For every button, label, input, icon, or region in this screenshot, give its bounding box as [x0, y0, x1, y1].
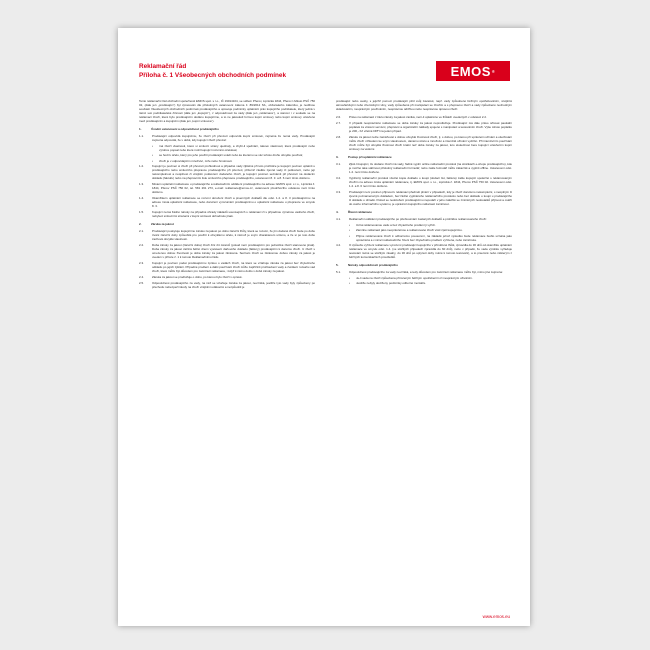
bullet-text: se hodí k účelu, který pro jeho použití prodávající uvádí nebo ke kterému se věc tohoto druhu obvykle používá;: [159, 153, 303, 158]
clause-item: [139, 165, 315, 181]
clause-number: 5.1.: [336, 269, 341, 274]
clause-number: 3.3.: [336, 189, 341, 194]
clause-item: [139, 197, 315, 209]
section-number: 3.: [336, 154, 339, 159]
section-heading: [336, 211, 512, 215]
clause-number: 1.3.: [139, 182, 144, 187]
bullet-item: [349, 229, 512, 233]
section-title: Řízení reklamace: [348, 209, 372, 214]
bullet-dot: •: [349, 276, 351, 281]
section-heading: [139, 128, 315, 132]
bullet-text: Jestliže nebyly dodrženy podmínky odborné montáže.: [356, 281, 427, 286]
section-heading: [336, 264, 512, 268]
bullet-item: [349, 277, 512, 281]
left-sections: [139, 128, 315, 290]
right-column: [336, 100, 512, 288]
clause-item: [336, 218, 512, 222]
footer-website-link[interactable]: www.emos.eu: [482, 614, 510, 619]
clause-number: 1.5.: [139, 210, 144, 215]
clause-item: [139, 135, 315, 143]
clause-item: [139, 262, 315, 274]
clause-text: Právo na reklamaci z titulu záruky za jakost zaniká, není-li uplatněno ve lhůtách uvedených v odstavci 2.2.: [349, 114, 487, 119]
clause-item: [139, 211, 315, 219]
bullet-dot: •: [152, 158, 154, 163]
emos-logo: [436, 61, 510, 81]
clause-number: 4.1.: [336, 216, 341, 221]
clause-text: Reklamační oddělení prodávajícího po přezkoumání zaslaných dokladů a prohlídce reklamovaného zboží:: [349, 216, 487, 221]
bullet-item: [349, 282, 512, 286]
clause-text: Prodávající odpovídá kupujícímu, že zboží při převzetí odpovídá kupní smlouvě, zejména že nemá vady. Prodávající zejména odpovídá, že v době, kdy kupující zboží převzal:: [152, 133, 315, 142]
clause-text: Kupující je povinen si zboží při převzetí prohlédnout a případné vady zjištěné při této prohlídce je kupující povinen uplatnit u prodávajícího nebo smluvního přepravce prodávajícího při převzetí, přičemž zásilku zjevně vady či poškození, nebo její nekompletnost a neúplnost či vnějším poškození dodaného zboží, je kupující povinen seznámit při převzetí na dodacím dokladu (faktuře) nebo na přepravním listu smluvního přepravce prodávajícího, ustanovení 8. 3. a 8. 6 není tímto dotčeno.: [152, 164, 315, 180]
document-subtitle: Příloha č. 1 Všeobecných obchodních podmínek: [139, 72, 287, 79]
registered-mark: ®: [491, 68, 496, 74]
clause-number: 3.2.: [336, 175, 341, 180]
clause-item: [336, 244, 512, 260]
clause-text: Kupující nemá žádné nároky na případné úhrady nákladů souvisejících s reklamací či s případnou výměnou vadného zboží, nebyla-li smluvními stranami v kupní smlouvě dohodnuto jinak.: [152, 210, 315, 219]
clause-text: Prodávající není povinen přijmout k reklamaci předmět plnění v případech, kdy je zboží doručeno nekompletní, s neúplným či zjevně poznamenaným dokladem, bez řádně vyplněného reklamačního protokolu nebo bez dokladu o koupi u prodávajícího či dokladu o úhradě. Pokud se nedoložení prodávajícímu nepodaří v jeho náležitě se zmíněných nedostatků přijmout a ověřit do svého informačního systému, je oprávněn kupujícího reklamaci zamítnout.: [349, 189, 512, 206]
bullet-dot: •: [349, 233, 351, 238]
clause-text: Vyplněný reklamační protokol včetně kopie dokladu o koupi (dodací list, faktura) zašle kupující společně s reklamovaným zbožím na adresu místa uplatnění reklamace, tj. EMOS spol. s r.o., Lipnická č. 1844, Přerov PSČ 750 02. Ustanovení odst. 1.2. a 8. 6 není tímto dotčeno.: [349, 175, 512, 188]
clause-text: Prodávající poskytuje kupujícímu záruku za jakost po dobu záruční lhůty, která se rozumí, že jím dodané zboží bude po dobu trvání záruční doby způsobilé pro použití k obvyklému účelu, k němuž je svým charakterem určeno, a že si po tuto dobu zachová obvyklé vlastnosti.: [152, 229, 315, 241]
clause-item: [139, 276, 315, 280]
clause-item: [336, 136, 512, 152]
section-number: 1.: [139, 126, 142, 131]
clause-text: Odpovědnost prodávajícího za vady, na něž se vztahuje záruka za jakost, nevzniká, jestliže tyto vady byly způsobeny po přechodu nebezpečí škody na zboží vnějšími událostmi a nezpůsobil je: [152, 281, 315, 290]
section-title: Postup při uplatnění reklamace: [348, 154, 392, 159]
bullet-text: Uzná reklamovanou vadu a bez zbytečného prodlení ji vyřídí.: [356, 222, 436, 227]
clause-item: [336, 191, 512, 207]
clause-item: [139, 282, 315, 290]
clause-number: 3.1.: [336, 161, 341, 166]
bullet-text: Zamítne reklamaci jako neoprávněnou a reklamované zboží vrátí zpět kupujícímu.: [356, 228, 463, 233]
clause-text: Doba záruky za jakost (záruční doba) zboží činí 24 měsíců (pokud není prodávajícím pro jednotlivé zboží stanoveno jinak). Doba záruky za jakost začíná běžet dnem vystavení daňového dokladu (faktury) prodávajícím k danému zboží. U zboží s omezenou dobou životnosti je doba záruky za jakost zkrácena. Seznam zboží se zkrácenou dobou záruky za jakost je uveden v příloze č. 1 k tomuto Reklamačnímu řádu.: [152, 243, 315, 259]
logo-text: EMOS: [450, 63, 491, 79]
intro-paragraph: Tento reklamační řád obchodní společnosti EMOS spol. s r.o., IČ 19014104, se sídlem Přerov, Lipnická 1844, Přerov I-Město PSČ 750 02, (dále jen „prodávající“) byl zpracován dle příslušných ustanovení zákona č. 89/2012 Sb., občanského zákoníku, je nedílnou součástí Všeobecných obchodních podmínek prodávajícího a upravuje podmínky uplatnění práv kupujícího podnikatele, který jedná v rámci své podnikatelské činnosti (dále jen „kupující“), z odpovědnosti za vady (dále jen „reklamace“), a stanoví i v souladu se na reklamaci zboží, které bylo prodávajícím dodáno kupujícímu, a to ne jakoukoli formou kupní smlouvy nebo kupní smlouvy uzavřené mezi prodávajícím a kupujícím (dále jen „kupní smlouva“).: [139, 99, 315, 123]
clause-item: [336, 177, 512, 189]
section-number: 5.: [336, 262, 339, 267]
section: [139, 223, 315, 290]
clause-text: Záruku za jakost nelze zaměňovat s dobou obvyklé životnosti zboží, tj. s dobou, po kterou při správném užívání a ošetřování může zboží vzhledem ke svým vlastnostem, danému účelu a množství a intenzitě užívání vydržet. Při intenzivním používání zboží může být obvyklá životnost zboží kratší než doba záruky za jakost, tuto skutečnost bere kupující uzavřením kupní smlouvy na vědomí.: [349, 135, 512, 151]
bullet-item: [152, 145, 315, 153]
section-title: Záruka za jakost: [151, 222, 174, 227]
clause-item: [336, 122, 512, 134]
section-heading: [139, 223, 315, 227]
clause-text: Okamžikem uplatnění reklamace se rozumí doručení zboží a písemných dokladů dle odst. 1.2. a 8. 3 prodávajícímu na adresu místa uplatnění reklamace, nebo doručení vyrozumění prodávajícímu o uplatnění reklamace u přepravce ve smyslu 8. 3.: [152, 196, 315, 209]
bullet-dot: •: [152, 143, 154, 148]
clause-number: 2.8.: [336, 135, 341, 140]
clause-number: 2.1.: [139, 229, 144, 234]
section: [336, 264, 512, 287]
bullet-item: [349, 224, 512, 228]
bullet-text: zboží je v odpovídajícím množství, míře nebo hmotnosti.: [159, 158, 233, 163]
clause-item: [336, 163, 512, 175]
bullet-dot: •: [349, 222, 351, 227]
right-sections: [336, 156, 512, 287]
clause-item: [336, 271, 512, 275]
bullet-text: Je-li vada na zboží způsobena přirozeným běžným opotřebením či nesprávným užíváním.: [356, 276, 473, 281]
bullet-item: [152, 160, 315, 164]
section-number: 2.: [139, 222, 142, 227]
section: [139, 128, 315, 219]
clause-text: Zjistí-li kupující, že dodané zboží má vady, řádně vyplní online reklamační protokol (na stránkách e-shopu prodávajícího), kde je možné také stáhnout příslušný reklamační formulář, nebo zašle formulář může zákazník a vyplnit offline. Ustanovení odst. 1.2. není tímto dotčeno.: [349, 161, 512, 174]
clause-number: 2.5.: [139, 281, 144, 286]
document-page: [118, 28, 530, 626]
bullet-dot: •: [349, 281, 351, 286]
clause-text: V případě neoprávněné reklamace se doba záruky za jakost neprodlužuje. Prodávající má dále právo účtovat paušální poplatek za vrácení servisní, přepravní a organizační náklady spojené s manipulací a testováním zboží. Výše tohoto poplatku je 200,- Kč včetně DPH na jeden případ.: [349, 121, 512, 133]
section-number: 4.: [336, 209, 339, 214]
left-column: [139, 100, 315, 292]
clause-item: [139, 183, 315, 195]
clause-number: 2.2.: [139, 243, 144, 248]
bullet-dot: •: [152, 153, 154, 158]
clause-number: 2.4.: [139, 275, 144, 280]
clause-text: Kupující je povinen podat prodávajícímu zprávu o vadách zboží, na které se vztahuje záruka za jakost bez zbytečného odkladu po jejich zjištění. Případné prodlení a další používání zboží může zapříčinit prohloubení vady a zvětšení rozsahu vad zboží, které může být důvodem pro zamítnutí reklamace, i když k němu došlo v době záruky za jakost.: [152, 261, 315, 273]
clause-number: 1.1.: [139, 133, 144, 138]
clause-text: Odpovědnost prodávajícího za vady nevzniká, a tedy důvodem pro zamítnutí reklamace může být, mimo jiné zejména:: [349, 269, 503, 274]
clause-number: 4.2.: [336, 243, 341, 248]
bullet-dot: •: [349, 228, 351, 233]
section-title: Úvodní ustanovení a odpovědnost prodávajícího: [151, 126, 219, 131]
section: [336, 211, 512, 260]
section-heading: [336, 156, 512, 160]
clause-item: [336, 116, 512, 120]
bullet-item: [349, 235, 512, 243]
section-title: Nároky odpovědnosti prodávajícího: [348, 262, 398, 267]
clause-number: 2.7.: [336, 121, 341, 125]
clause-number: 1.4.: [139, 196, 144, 201]
continued-paragraph: prodávající nebo osoby, s jejichž pomocí prodávající plnil svůj závazek, např. vady způsobené běžným opotřebováním, vnějšími atmosférickými nebo chemickými vlivy, vady způsobené při manipulaci se zbožím a s přepravou zboží a vady způsobené nevhodným skladováním, nesprávným používáním, nesprávnou údržbou nebo nesprávnou úpravou zboží.: [336, 99, 512, 111]
bullet-item: [152, 154, 315, 158]
clause-item: [139, 230, 315, 242]
clause-text: Záruka za jakost se prodlužuje o dobu, po kterou bylo zboží v opravě.: [152, 275, 243, 280]
clause-number: 2.3.: [139, 261, 144, 266]
clause-text: O způsobu vyřízení reklamace vyrozumí prodávající kupujícího v přiměřené lhůtě, zpravidla do 30 dnů od okamžiku uplatnění reklamace ve smyslu odst. 1.4. (ve složitých případech zpravidla do 60 dnů), nebo v případě, že vada výrobku vyžaduje testování nutné se složitým zásahy, do 30 dnů po uplynutí doby nutné k tomuto testování), a to písemně nebo některým z běžných komunikačních prostředků.: [349, 243, 512, 259]
clause-item: [139, 244, 315, 260]
bullet-text: Přijme reklamované zboží k odbornému posouzení, na základě jehož výsledku bude reklamace buďto uznána jako oprávněná a v rámci reklamačního řízení bez zbytečného prodlení vyřízena, nebo zamítnuta.: [356, 233, 512, 242]
bullet-text: má zboží vlastnosti, které si smluvní strany ujednaly, a chybí-li ujednání, takové vlastnosti, které prodávající nebo výrobce popsal nebo které mohl kupující rozumně očekávat;: [159, 143, 315, 152]
right-lead-items: [336, 116, 512, 152]
document-title: Reklamační řád: [139, 63, 187, 70]
section: [336, 156, 512, 207]
clause-text: Místem uplatnění reklamace u prodávajícího a reklamačním oddělení prodávajícího na adrese: EMOS spol. s r.o., Lipnická č. 1844, Přerov PSČ 750 02, tel. 581 261 273, e-mail: reklamace@emos.cz, ustanovení předchozího odstavce není tímto dotčeno.: [152, 182, 315, 194]
clause-number: 2.6.: [336, 114, 341, 119]
clause-number: 1.2.: [139, 164, 144, 169]
